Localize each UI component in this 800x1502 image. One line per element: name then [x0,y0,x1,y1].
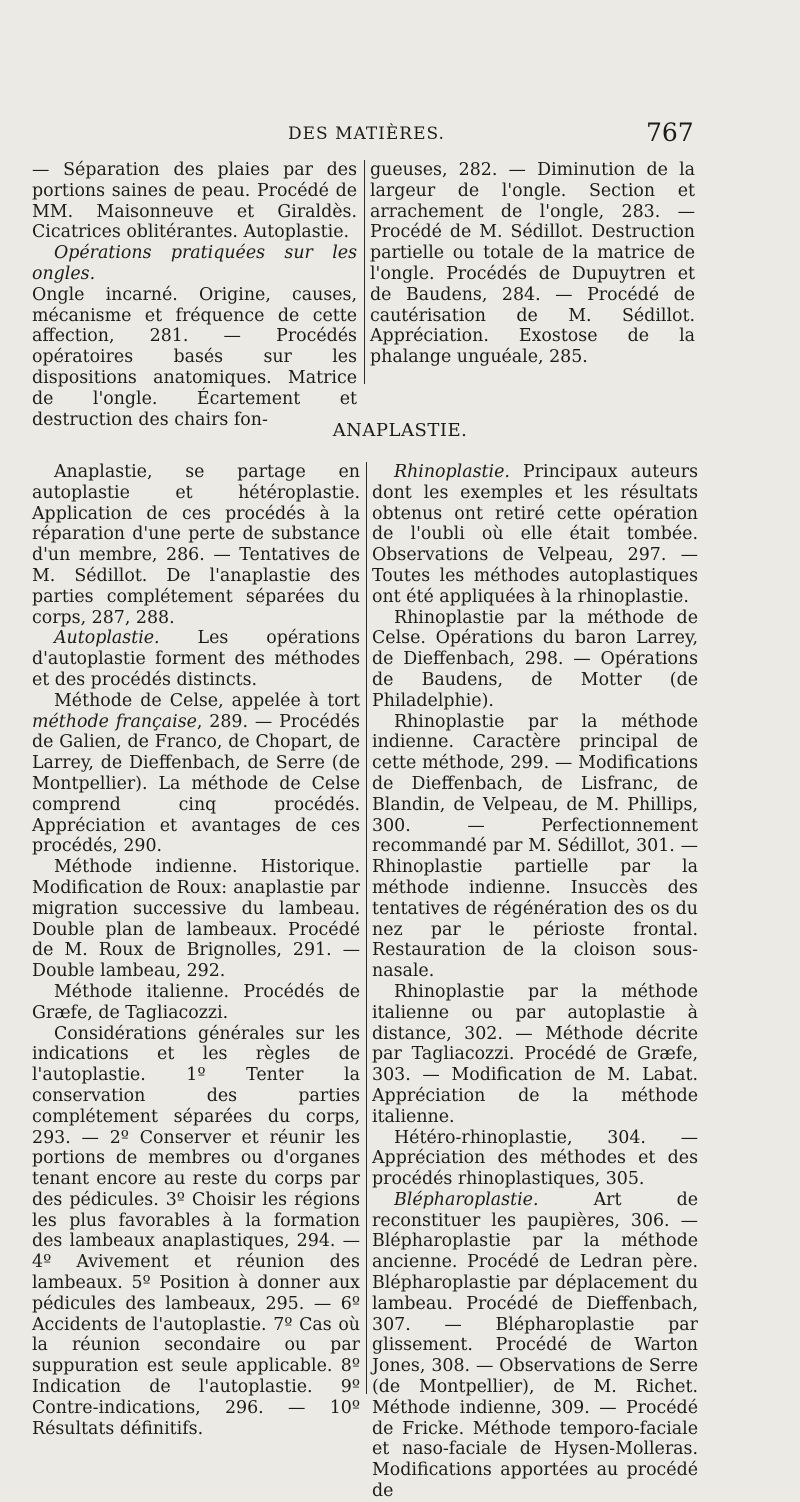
running-title: DES MATIÈRES. [288,124,445,144]
paragraph: Rhinoplastie. Principaux auteurs dont les exemples et les résultats obtenus ont retiré cette opération de l'oubli où elle était tombée. Observations de Velpeau, 297. — Toutes les méthodes autoplastiques ont été appliquées à la rhinoplastie. [372,462,698,607]
paragraph: Hétéro-rhinoplastie, 304. — Appréciation des méthodes et des procédés rhinoplastiques, 305. [372,1127,698,1190]
main-column-divider [366,462,367,1394]
paragraph: Méthode indienne. Historique. Modification de Roux: anaplastie par migration successive du lambeau. Double plan de lambeaux. Procédé de M. Roux de Brignolles, 291. — Double lambeau, 292. [32,857,360,982]
paragraph: Anaplastie, se partage en autoplastie et hétéroplastie. Application de ces procédés à la réparation d'une perte de substance d'un membre, 286. — Tentatives de M. Sédillot. De l'anaplastie des parties complétement séparées du corps, 287, 288. [32,462,360,628]
top-left-column [32,160,357,430]
page-number: 767 [646,118,694,147]
main-left-column [32,462,360,1439]
paragraph: Rhinoplastie par la méthode italienne ou par autoplastie à distance, 302. — Méthode décrite par Tagliacozzi. Procédé de Græfe, 303. — Modification de M. Labat. Appréciation de la méthode italienne. [372,981,698,1127]
top-right-para: gueuses, 282. — Diminution de la largeur de l'ongle. Section et arrachement de l'ongle, 283. — Procédé de M. Sédillot. Destruction partielle ou totale de la matrice de l'ongle. Procédés de Dupuytren et de Baudens, 284. — Procédé de cautérisation de M. Sédillot. Appréciation. Exostose de la phalange unguéale, 285. [370,160,695,368]
paragraph: Autoplastie. Les opérations d'autoplastie forment des méthodes et des procédés distincts. [32,628,360,690]
paragraph: Blépharoplastie. Art de reconstituer les paupières, 306. — Blépharoplastie par la méthode ancienne. Procédé de Ledran père. Blépharoplastie par déplacement du lambeau. Procédé de Dieffenbach, 307. — Blépharoplastie par glissement. Procédé de Warton Jones, 308. — Observations de Serre (de Montpellier), de M. Richet. Méthode indienne, 309. — Procédé de Fricke. Méthode temporo-faciale et naso-faciale de Hysen-Molleras. Modifications apportées au procédé de [372,1189,698,1502]
paragraph: Considérations générales sur les indications et les règles de l'autoplastie. 1º Tenter la conservation des parties complétement séparées du corps, 293. — 2º Conserver et réunir les portions de membres ou d'organes tenant encore au reste du corps par des pédicules. 3º Choisir les régions les plus favorables à la formation des lambeaux anaplastiques, 294. — 4º Avivement et réunion des lambeaux. 5º Position à donner aux pédicules des lambeaux, 295. — 6º Accidents de l'autoplastie. 7º Cas où la réunion secondaire ou par suppuration est seule applicable. 8º Indication de l'autoplastie. 9º Contre-indications, 296. — 10º Résultats définitifs. [32,1023,360,1439]
section-title: ANAPLASTIE. [332,420,468,441]
top-column-divider [364,160,365,384]
main-right-column [372,462,698,1502]
top-right-column [370,160,695,368]
running-head [0,118,800,152]
paragraph: Méthode de Celse, appelée à tort méthode française, 289. — Procédés de Galien, de Franco, de Chopart, de Larrey, de Dieffenbach, de Serre (de Montpellier). La méthode de Celse comprend cinq procédés. Appréciation et avantages de ces procédés, 290. [32,690,360,857]
top-left-para-1: — Séparation des plaies par des portions saines de peau. Procédé de MM. Maisonneuve et Giraldès. Cicatrices oblitérantes. Autoplastie. [32,160,357,243]
paragraph: Rhinoplastie par la méthode indienne. Caractère principal de cette méthode, 299. — Modifications de Dieffenbach, de Lisfranc, de Blandin, de Velpeau, de M. Phillips, 300. — Perfectionnement recommandé par M. Sédillot, 301. — Rhinoplastie partielle par la méthode indienne. Insuccès des tentatives de régénération des os du nez par le périoste frontal. Restauration de la cloison sous-nasale. [372,711,698,982]
top-left-heading: Opérations pratiquées sur les ongles. [32,243,357,284]
paragraph: Rhinoplastie par la méthode de Celse. Opérations du baron Larrey, de Dieffenbach, 298. — Opérations de Baudens, de Motter (de Philadelphie). [372,607,698,711]
paragraph: Méthode italienne. Procédés de Græfe, de Tagliacozzi. [32,981,360,1023]
top-left-para-2: Ongle incarné. Origine, causes, mécanisme et fréquence de cette affection, 281. — Procédés opératoires basés sur les dispositions anatomiques. Matrice de l'ongle. Écartement et destruction des chairs fon- [32,284,357,430]
